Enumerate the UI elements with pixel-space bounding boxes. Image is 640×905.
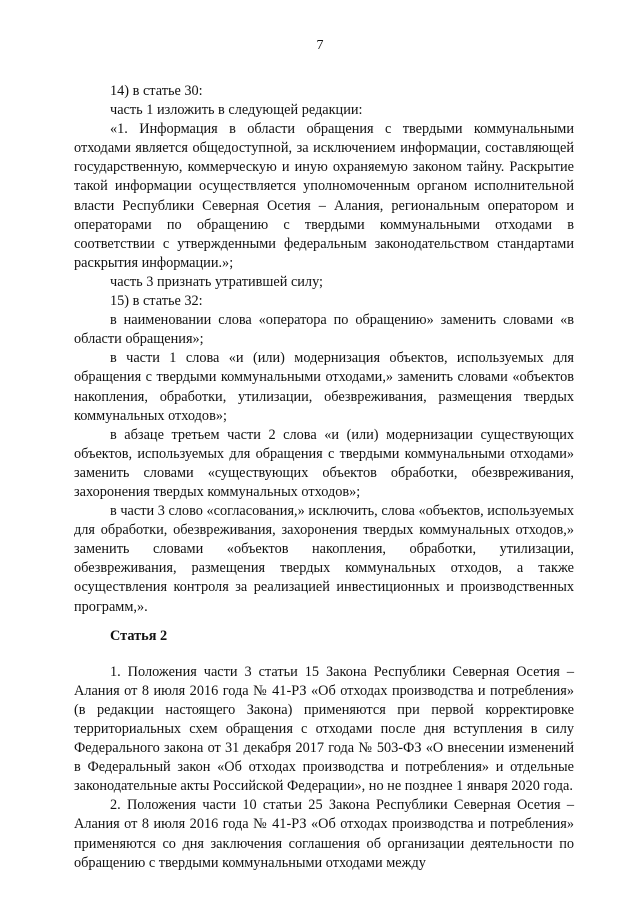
paragraph-title-change: в наименовании слова «оператора по обращению» заменить словами «в области обращения»; — [74, 312, 574, 348]
paragraph-article-2-item-1: 1. Положения части 3 статьи 15 Закона Республики Северная Осетия – Алания от 8 июля 2016 года № 41-РЗ «Об отходах производства и потребления» (в редакции настоящего Закона) применяются при первой корректировке территориальных схем обращения с отходами после дня вступления в силу Федерального закона от 31 декабря 2017 года № 503-ФЗ «О внесении изменений в Федеральный закон «Об отходах производства и потребления» и отдельные законодательные акты Российской Федерации», но не позднее 1 января 2020 года. — [74, 663, 574, 795]
paragraph-article-2-item-2: 2. Положения части 10 статьи 25 Закона Республики Северная Осетия – Алания от 8 июля 2016 года № 41-РЗ «Об отходах производства и потребления» применяются со дня заключения соглашения об организации деятельности по обращению с твердыми коммунальными отходами между — [74, 797, 574, 871]
document-body — [74, 82, 574, 873]
paragraph-quoted-part-1: «1. Информация в области обращения с твердыми коммунальными отходами является общедоступной, за исключением информации, составляющей государственную, коммерческую и иную охраняемую законом тайну. Раскрытие такой информации осуществляется уполномоченным органом исполнительной власти Республики Северная Осетия – Алания, региональным оператором и операторами по обращению с твердыми коммунальными отходами в соответствии с утвержденными федеральным законодательством стандартами раскрытия информации.»; — [74, 121, 574, 271]
paragraph-part-1-change: в части 1 слова «и (или) модернизация объектов, используемых для обращения с твердыми коммунальными отходами,» заменить словами «объектов накопления, обработки, утилизации, обезвреживания, размещения твердых коммунальных отходов»; — [74, 350, 574, 424]
paragraph-part-2-change: в абзаце третьем части 2 слова «и (или) модернизации существующих объектов, используемых для обращения с твердыми коммунальными отходами» заменить словами «существующих объектов обработки, обезвреживания, захоронения твердых коммунальных отходов»; — [74, 426, 574, 500]
paragraph-part-3-repeal: часть 3 признать утратившей силу; — [110, 273, 324, 290]
paragraph-part-3-change: в части 3 слово «согласования,» исключить, слова «объектов, используемых для обработки, обезвреживания, захоронения твердых коммунальных отходов,» заменить словами «объектов накопления, обработки, утилизации, обезвреживания, размещения твердых коммунальных отходов, а также осуществления контроля за реализацией инвестиционных и производственных программ,». — [74, 503, 574, 615]
article-2-heading: Статья 2 — [110, 627, 168, 644]
paragraph-item-15: 15) в статье 32: — [110, 293, 203, 310]
paragraph-item-14: 14) в статье 30: — [110, 83, 203, 99]
page-number: 7 — [316, 38, 324, 53]
paragraph-part-1-new-text: часть 1 изложить в следующей редакции: — [110, 102, 363, 119]
